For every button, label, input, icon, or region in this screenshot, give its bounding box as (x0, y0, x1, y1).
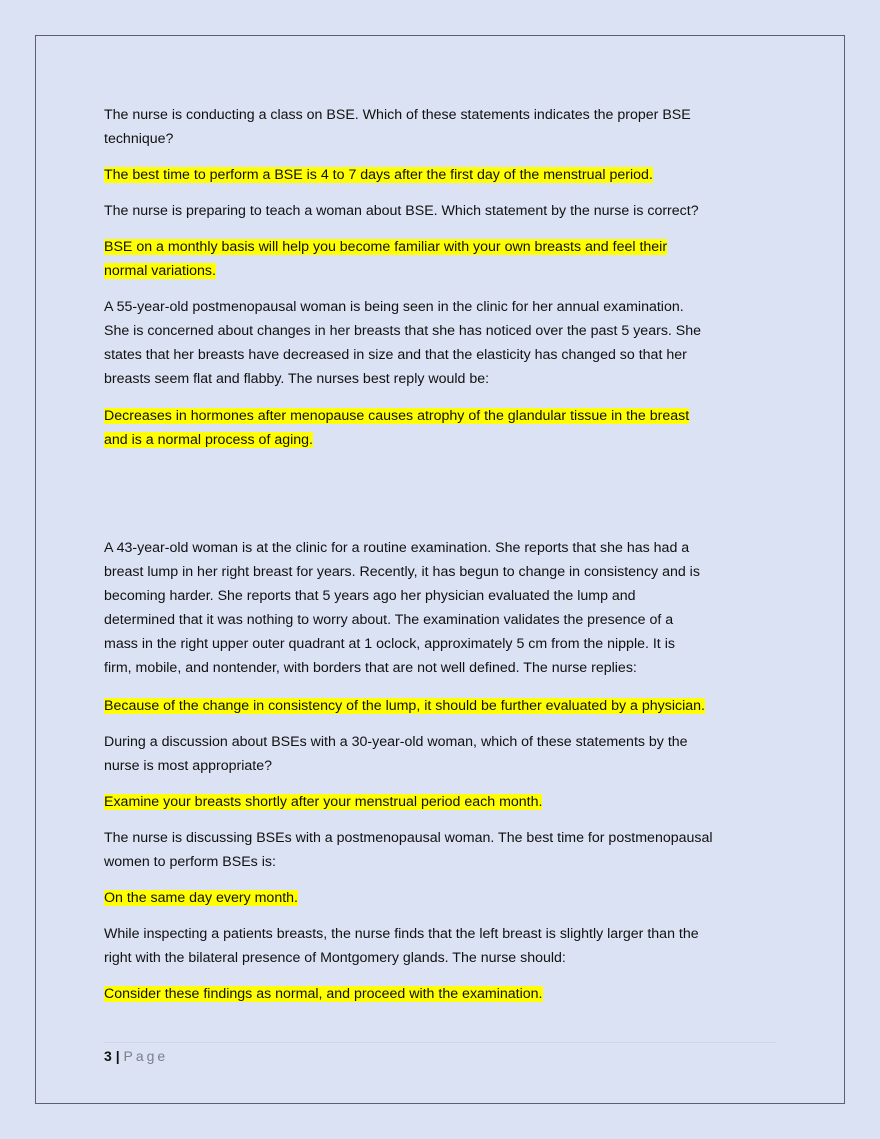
line (104, 367, 804, 391)
line (104, 754, 804, 778)
line (104, 886, 804, 910)
text-line: mass in the right upper outer quadrant at 1 oclock, approximately 5 cm from the nipple. It is (104, 636, 675, 652)
line (104, 632, 804, 656)
text-line: A 55-year-old postmenopausal woman is being seen in the clinic for her annual examination. (104, 299, 684, 315)
highlighted-text-line: The best time to perform a BSE is 4 to 7 days after the first day of the menstrual period. (104, 167, 653, 183)
line (104, 319, 804, 343)
text-line: firm, mobile, and nontender, with borders that are not well defined. The nurse replies: (104, 660, 637, 676)
text-line: women to perform BSEs is: (104, 854, 276, 870)
line (104, 922, 804, 946)
line (104, 199, 804, 223)
page-number: 3 (104, 1048, 112, 1064)
text-line: A 43-year-old woman is at the clinic for a routine examination. She reports that she has had a (104, 540, 690, 556)
highlighted-text-line: Consider these findings as normal, and proceed with the examination. (104, 986, 543, 1002)
text-line: states that her breasts have decreased in size and that the elasticity has changed so that her (104, 347, 687, 363)
text-line: While inspecting a patients breasts, the nurse finds that the left breast is slightly larger than the (104, 926, 699, 942)
highlighted-text-line: normal variations. (104, 263, 216, 279)
text-line: She is concerned about changes in her breasts that she has noticed over the past 5 years. She (104, 323, 702, 339)
text-line: The nurse is discussing BSEs with a postmenopausal woman. The best time for postmenopausal (104, 830, 713, 846)
highlighted-text-line: BSE on a monthly basis will help you become familiar with your own breasts and feel their (104, 239, 668, 255)
line (104, 560, 804, 584)
line (104, 826, 804, 850)
line (104, 656, 804, 680)
text-line: During a discussion about BSEs with a 30-year-old woman, which of these statements by the (104, 734, 688, 750)
line (104, 259, 804, 283)
question-paragraph (104, 730, 804, 778)
line (104, 694, 804, 718)
highlighted-text-line: and is a normal process of aging. (104, 432, 313, 448)
question-paragraph (104, 536, 804, 680)
line (104, 982, 804, 1006)
question-paragraph (104, 922, 804, 970)
question-paragraph (104, 199, 804, 223)
line (104, 790, 804, 814)
line (104, 103, 804, 127)
question-paragraph (104, 295, 804, 391)
highlighted-text-line: Examine your breasts shortly after your menstrual period each month. (104, 794, 543, 810)
line (104, 343, 804, 367)
text-line: nurse is most appropriate? (104, 758, 272, 774)
line (104, 428, 804, 452)
answer-paragraph (104, 404, 804, 452)
page-label: Page (123, 1048, 169, 1064)
answer-paragraph (104, 694, 804, 718)
answer-paragraph (104, 790, 804, 814)
question-paragraph (104, 826, 804, 874)
text-line: breast lump in her right breast for years. Recently, it has begun to change in consistency and is (104, 564, 700, 580)
footer-separator: | (115, 1048, 120, 1064)
line (104, 584, 804, 608)
text-line: The nurse is preparing to teach a woman about BSE. Which statement by the nurse is correct? (104, 203, 699, 219)
answer-paragraph (104, 235, 804, 283)
line (104, 163, 804, 187)
text-line: right with the bilateral presence of Montgomery glands. The nurse should: (104, 950, 566, 966)
line (104, 608, 804, 632)
line (104, 295, 804, 319)
highlighted-text-line: Decreases in hormones after menopause causes atrophy of the glandular tissue in the breast (104, 408, 690, 424)
answer-paragraph (104, 886, 804, 910)
answer-paragraph (104, 163, 804, 187)
text-line: technique? (104, 131, 174, 147)
text-line: becoming harder. She reports that 5 years ago her physician evaluated the lump and (104, 588, 636, 604)
line (104, 850, 804, 874)
line (104, 730, 804, 754)
line (104, 946, 804, 970)
line (104, 127, 804, 151)
line (104, 404, 804, 428)
line (104, 536, 804, 560)
text-line: breasts seem flat and flabby. The nurses best reply would be: (104, 371, 490, 387)
line (104, 235, 804, 259)
footer-divider (104, 1042, 776, 1043)
page-footer (104, 1045, 168, 1067)
highlighted-text-line: On the same day every month. (104, 890, 298, 906)
answer-paragraph (104, 982, 804, 1006)
highlighted-text-line: Because of the change in consistency of the lump, it should be further evaluated by a physician. (104, 698, 705, 714)
text-line: determined that it was nothing to worry about. The examination validates the presence of a (104, 612, 674, 628)
text-line: The nurse is conducting a class on BSE. Which of these statements indicates the proper BSE (104, 107, 691, 123)
question-paragraph (104, 103, 804, 151)
